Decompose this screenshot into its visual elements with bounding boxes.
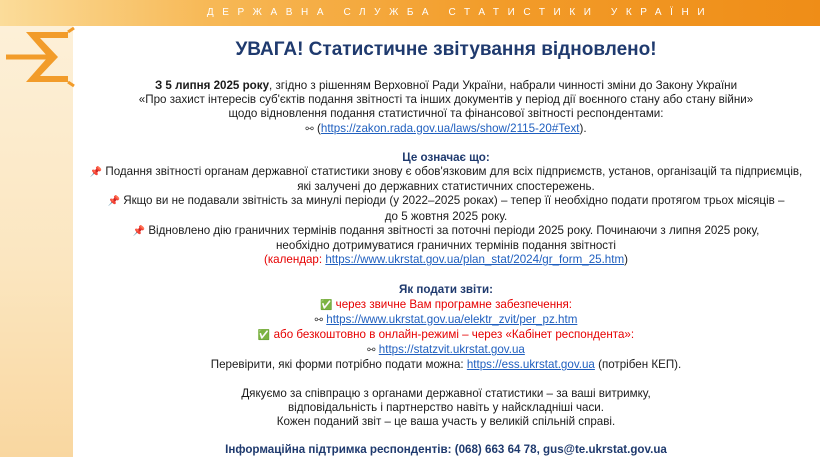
link-suffix: ). <box>579 121 587 135</box>
intro-line-1 <box>74 79 818 93</box>
software-link[interactable]: https://www.ukrstat.gov.ua/elektr_zvit/per_pz.htm <box>326 312 578 326</box>
intro-line-2: «Про захист інтересів суб'єктів подання звітності та інших документів у період дії воєнного стану або стану війни» <box>138 93 754 107</box>
meaning-heading: Це означає що: <box>402 150 490 164</box>
thanks-line-3: Кожен поданий звіт – це ваша участь у великій спільній справі. <box>276 415 616 429</box>
page-title: УВАГА! Статистичне звітування відновлено! <box>235 39 657 60</box>
check-forms-line <box>74 358 818 372</box>
calendar-close: ) <box>624 253 629 267</box>
meaning-item-2-text: Якщо ви не подавали звітність за минулі періоди (у 2022–2025 роках) – тепер її необхідно подати протягом трьох місяців – <box>123 194 785 208</box>
check-forms-suffix: (потрібен КЕП). <box>594 358 682 372</box>
meaning-item-2-line-1 <box>74 194 818 209</box>
ess-link[interactable]: https://ess.ukrstat.gov.ua <box>466 358 595 372</box>
calendar-label: (календар: <box>263 253 326 267</box>
law-link[interactable]: https://zakon.rada.gov.ua/laws/show/2115-20#Text <box>320 121 580 135</box>
intro-date: З 5 липня 2025 року <box>154 79 270 92</box>
meaning-item-1-text: Подання звітності органам державної статистики знову є обов'язковим для всіх підприємств, установ, організацій та підприємців, <box>105 165 803 179</box>
meaning-item-3-text: Відновлено дію граничних термінів подання звітності за поточні періоди 2025 року. Починаючи з липня 2025 року, <box>148 223 760 237</box>
checkmark-icon: ✅ <box>257 330 271 342</box>
meaning-item-2-line-2: до 5 жовтня 2025 року. <box>384 209 508 223</box>
notice-panel <box>74 26 818 457</box>
meaning-item-3-line-2: необхідно дотримуватися граничних термінів подання звітності <box>276 239 616 253</box>
pushpin-icon: 📌 <box>107 196 120 208</box>
thanks-line-2: відповідальність і партнерство навіть у найскладніші часи. <box>288 400 604 414</box>
cabinet-link[interactable]: https://statzvit.ukrstat.gov.ua <box>378 343 525 357</box>
thanks-line-1: Дякуємо за співпрацю з органами державної статистики – за ваші витримку, <box>241 386 651 400</box>
meaning-item-1-line-1 <box>74 165 818 180</box>
intro-link-line <box>74 122 818 137</box>
link-prefix: ( <box>317 121 321 135</box>
intro-line-3: щодо відновлення подання статистичної та фінансової звітності респондентами: <box>228 107 664 121</box>
left-decorative-strip <box>0 26 73 457</box>
option-1-link-line <box>74 313 818 328</box>
option-2-text: або безкоштовно в онлайн-режимі – через «Кабінет респондента»: <box>273 328 635 342</box>
calendar-link[interactable]: https://www.ukrstat.gov.ua/plan_stat/2024/gr_form_25.htm <box>325 253 625 267</box>
how-heading: Як подати звіти: <box>399 283 493 297</box>
support-contacts: Інформаційна підтримка респондентів: (068) 663 64 78, gus@te.ukrstat.gov.ua <box>225 443 667 457</box>
pushpin-icon: 📌 <box>89 167 103 179</box>
link-icon: ⚯ <box>305 123 314 135</box>
option-2-link-line <box>74 343 818 358</box>
agency-name: ДЕРЖАВНА СЛУЖБА СТАТИСТИКИ УКРАЇНИ <box>206 7 714 18</box>
link-icon: ⚯ <box>367 345 376 357</box>
calendar-line <box>74 253 818 267</box>
meaning-item-3-line-1 <box>74 224 818 239</box>
meaning-item-1-line-2: які залучені до державних статистичних спостережень. <box>297 180 595 194</box>
top-banner <box>0 0 820 26</box>
option-2-line <box>74 328 818 343</box>
check-forms-text: Перевірити, які форми потрібно подати можна: <box>210 358 467 372</box>
pushpin-icon: 📌 <box>132 225 146 237</box>
option-1-line <box>74 298 818 313</box>
intro-line-1-text: , згідно з рішенням Верховної Ради України, набрали чинності зміни до Закону України <box>269 79 738 92</box>
link-icon: ⚯ <box>314 314 324 326</box>
checkmark-icon: ✅ <box>319 299 333 311</box>
option-1-text: через звичне Вам програмне забезпечення: <box>335 297 573 311</box>
sigma-logo-icon <box>4 26 76 88</box>
